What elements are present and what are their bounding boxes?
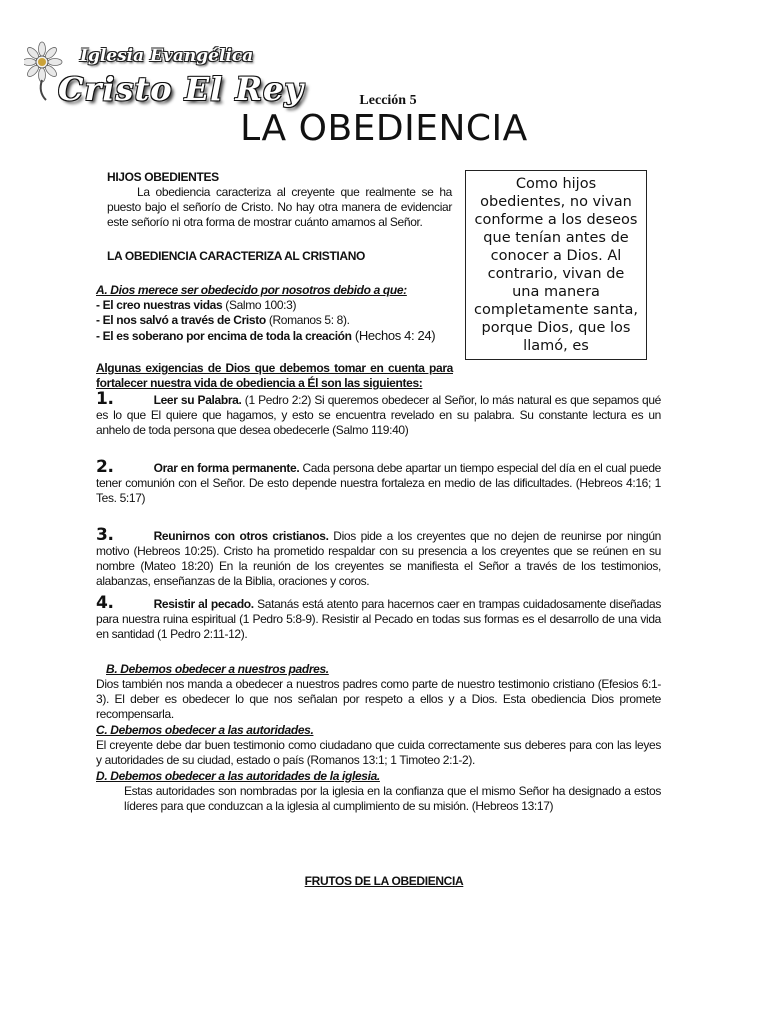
point-2: 2. Orar en forma permanente. Cada persona debe apartar un tiempo especial del día en el cual puede tener comunión con el Señor. De esto depende nuestra fortaleza en medio de las dificultades. (Hebreos 4:16; 1 Tes. 5:17) xyxy=(96,457,661,505)
point-title: Reunirnos con otros cristianos. xyxy=(153,529,329,543)
list-item: - El es soberano por encima de toda la creación (Hechos 4: 24) xyxy=(96,328,436,343)
point-title: Orar en forma permanente. xyxy=(153,461,300,475)
list-item: - El nos salvó a través de Cristo (Romanos 5: 8). xyxy=(96,313,350,327)
bible-quote-box xyxy=(465,170,647,360)
section-d: D. Debemos obedecer a las autoridades de la iglesia. Estas autoridades son nombradas por la iglesia en la confianza que el mismo Señor ha designado a estos líderes para que conduzcan a la iglesia al cumplimiento de su misión. (Hebreos 13:17) xyxy=(96,769,661,813)
point-4: 4. Resistir al pecado. Satanás está atento para hacernos caer en trampas cuidadosamente diseñadas para nuestra ruina espiritual (1 Pedro 5:8-9). Resistir al Pecado en todas sus formas es el desarrollo de una vida en santidad (1 Pedro 2:11-12). xyxy=(96,593,661,641)
intro-heading: HIJOS OBEDIENTES xyxy=(107,170,219,184)
exigencias-line: fortalecer nuestra vida de obediencia a Él son las siguientes: xyxy=(96,376,423,390)
section-d-title: D. Debemos obedecer a las autoridades de la iglesia. xyxy=(96,769,380,783)
section-heading: LA OBEDIENCIA CARACTERIZA AL CRISTIANO xyxy=(107,249,366,263)
section-b-title: B. Debemos obedecer a nuestros padres. xyxy=(106,662,329,676)
point-number: 3. xyxy=(96,525,114,545)
point-3: 3. Reunirnos con otros cristianos. Dios pide a los creyentes que no dejen de reunirse por ningún motivo (Hebreos 10:25). Cristo ha prometido respaldar con su presencia a los creyentes que se reúnen en su nombre (Mateo 18:20) En la reunión de los creyentes se manifiesta el Señor a través de los testimonios, alabanzas, enseñanzas de la Biblia, oraciones y coros. xyxy=(96,525,661,588)
lesson-number: Lección 5 xyxy=(359,93,417,108)
frutos-heading: FRUTOS DE LA OBEDIENCIA xyxy=(304,874,464,888)
point-1: 1. Leer su Palabra. (1 Pedro 2:2) Si queremos obedecer al Señor, lo más natural es que sepamos qué es lo que El quiere que hagamos, y esto se encuentra revelado en su palabra. Su constante lectura es un anhelo de toda persona que desea obedecerle (Salmo 119:40) xyxy=(96,389,661,437)
intro-paragraph xyxy=(107,185,452,230)
flower-icon xyxy=(24,42,62,100)
list-item: - El creo nuestras vidas (Salmo 100:3) xyxy=(96,298,297,312)
intro-line: La obediencia caracteriza al creyente que realmente se ha xyxy=(137,185,452,199)
point-number: 4. xyxy=(96,593,114,613)
section-a-title: A. Dios merece ser obedecido por nosotros debido a que: xyxy=(96,283,407,297)
quote-text: Como hijos obedientes, no vivan conforme a los deseos que tenían antes de conocer a Dios. Al contrario, vivan de una manera completamente santa, porque Dios, que los llamó, es xyxy=(474,176,638,354)
intro-line: puesto bajo el señorío de Cristo. No hay otra manera de evidenciar xyxy=(107,200,452,214)
logo-subtitle: Iglesia Evangélica xyxy=(80,46,254,66)
point-number: 2. xyxy=(96,457,114,477)
section-c-title: C. Debemos obedecer a las autoridades. xyxy=(96,723,314,737)
logo-title: Cristo El Rey xyxy=(58,70,304,108)
intro-line: este señorío ni otra forma de mostrar cuánto amamos al Señor. xyxy=(107,215,423,229)
point-title: Leer su Palabra. xyxy=(153,393,242,407)
section-a xyxy=(96,283,456,344)
point-number: 1. xyxy=(96,389,114,409)
exigencias-line: Algunas exigencias de Dios que debemos tomar en cuenta para xyxy=(96,361,453,375)
section-c: C. Debemos obedecer a las autoridades. El creyente debe dar buen testimonio como ciudadano que cuida correctamente sus deberes para con las leyes y autoridades de su ciudad, estado o país (Romanos 13:1; 1 Timoteo 2:1-2). xyxy=(96,723,661,767)
page-title: LA OBEDIENCIA xyxy=(240,108,528,149)
point-title: Resistir al pecado. xyxy=(153,597,254,611)
section-b: B. Debemos obedecer a nuestros padres. Dios también nos manda a obedecer a nuestros padres como parte de nuestro testimonio cristiano (Efesios 6:1- 3). El deber es obedecer lo que nos señalan por respeto a ellos y a Dios. Esta obediencia Dios promete recompensarla. xyxy=(96,662,661,721)
exigencias-intro xyxy=(96,361,453,391)
